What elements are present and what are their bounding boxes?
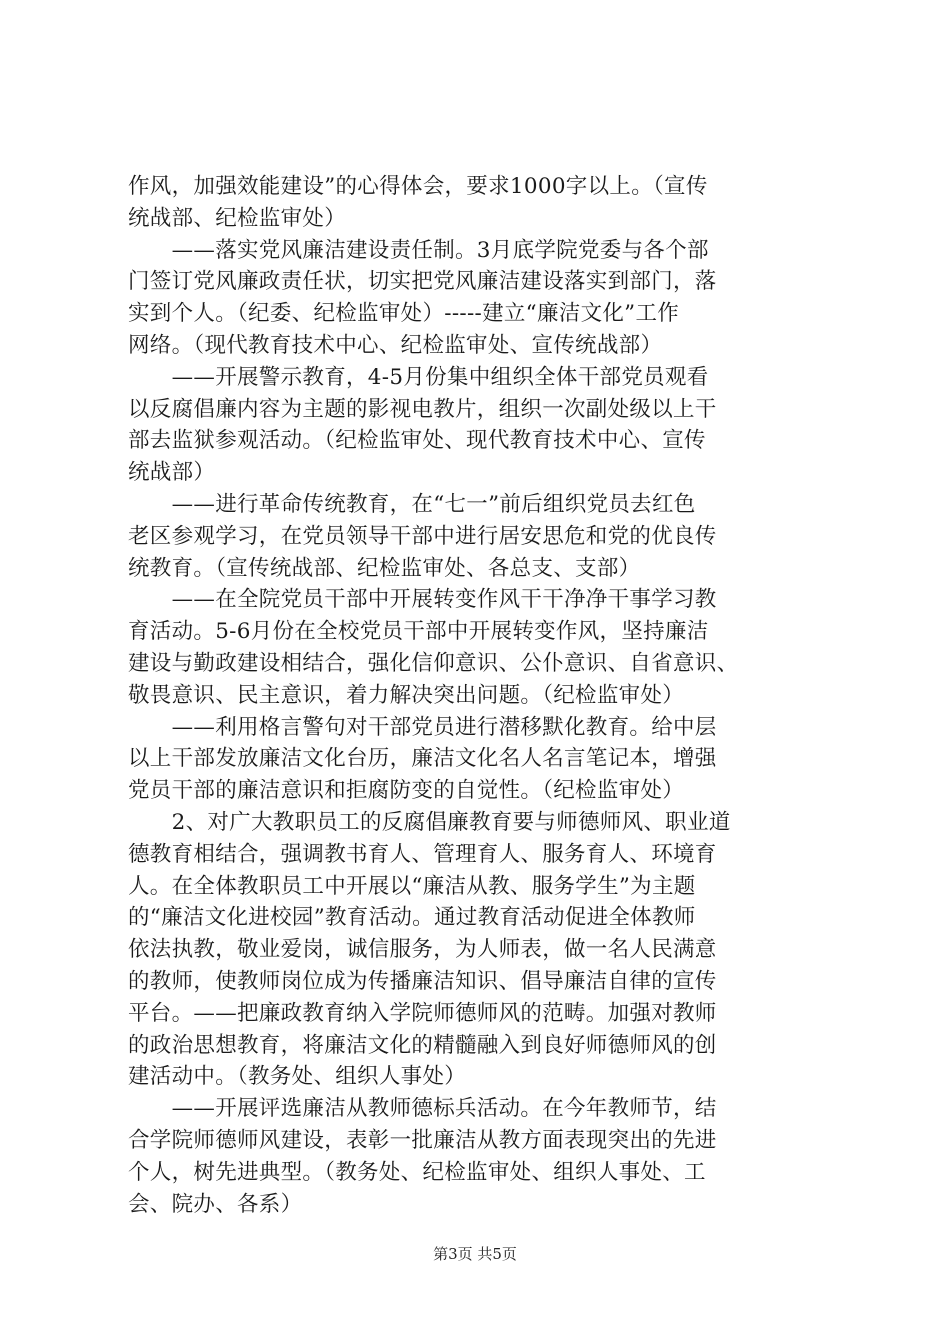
text-line: 党员干部的廉洁意识和拒腐防变的自觉性。（纪检监审处） <box>128 778 685 804</box>
text-line: 敬畏意识、民主意识，着力解决突出问题。（纪检监审处） <box>128 682 685 708</box>
text-line: 人。在全体教职员工中开展以“廉洁从教、服务学生”为主题 <box>128 873 696 899</box>
text-line: 老区参观学习，在党员领导干部中进行居安思危和党的优良传 <box>128 523 717 549</box>
text-line: ——开展警示教育，4-5月份集中组织全体干部党员观看 <box>128 364 709 390</box>
text-line: 统战部、纪检监审处） <box>128 205 347 231</box>
text-line: 统战部） <box>128 460 216 486</box>
text-line: 实到个人。（纪委、纪检监审处）-----建立“廉洁文化”工作 <box>128 301 680 327</box>
text-line: ——进行革命传统教育，在“七一”前后组织党员去红色 <box>128 491 696 517</box>
text-line: 合学院师德师风建设，表彰一批廉洁从教方面表现突出的先进 <box>128 1127 717 1153</box>
text-line: 个人，树先进典型。（教务处、纪检监审处、组织人事处、工 <box>128 1159 706 1185</box>
text-line: 会、院办、各系） <box>128 1191 303 1217</box>
text-line: ——利用格言警句对干部党员进行潜移默化教育。给中层 <box>128 714 717 740</box>
text-line: 作风，加强效能建设”的心得体会，要求1000字以上。（宣传 <box>128 174 708 199</box>
text-line: 统教育。（宣传统战部、纪检监审处、各总支、支部） <box>128 555 641 581</box>
text-line: 建设与勤政建设相结合，强化信仰意识、公仆意识、自省意识、 <box>128 650 739 676</box>
page-number-footer: 第3页 共5页 <box>433 1245 517 1263</box>
text-line: ——在全院党员干部中开展转变作风干干净净干事学习教 <box>128 587 717 613</box>
text-line: 以上干部发放廉洁文化台历，廉洁文化名人名言笔记本，增强 <box>128 746 717 772</box>
text-line: 网络。（现代教育技术中心、纪检监审处、宣传统战部） <box>128 332 663 358</box>
text-line: 建活动中。（教务处、组织人事处） <box>128 1064 467 1090</box>
text-line: 2、对广大教职员工的反腐倡廉教育要与师德师风、职业道 <box>128 809 731 835</box>
text-line: 以反腐倡廉内容为主题的影视电教片，组织一次副处级以上干 <box>128 396 717 422</box>
text-line: 德教育相结合，强调教书育人、管理育人、服务育人、环境育 <box>128 841 717 867</box>
text-line: 部去监狱参观活动。（纪检监审处、现代教育技术中心、宣传 <box>128 428 706 454</box>
text-line: 的政治思想教育，将廉洁文化的精髓融入到良好师德师风的创 <box>128 1032 717 1058</box>
text-line: ——开展评选廉洁从教师德标兵活动。在今年教师节，结 <box>128 1096 717 1122</box>
text-line: 的教师，使教师岗位成为传播廉洁知识、倡导廉洁自律的宣传 <box>128 968 717 994</box>
text-line: ——落实党风廉洁建设责任制。3月底学院党委与各个部 <box>128 237 709 263</box>
text-line: 门签订党风廉政责任状，切实把党风廉洁建设落实到部门，落 <box>128 269 717 295</box>
document-body <box>128 171 828 1220</box>
text-line: 依法执教，敬业爱岗，诚信服务，为人师表，做一名人民满意 <box>128 937 717 963</box>
text-line: 平台。——把廉政教育纳入学院师德师风的范畴。加强对教师 <box>128 1000 717 1026</box>
text-line: 育活动。5-6月份在全校党员干部中开展转变作风，坚持廉洁 <box>128 619 709 645</box>
text-line: 的“廉洁文化进校园”教育活动。通过教育活动促进全体教师 <box>128 905 696 931</box>
